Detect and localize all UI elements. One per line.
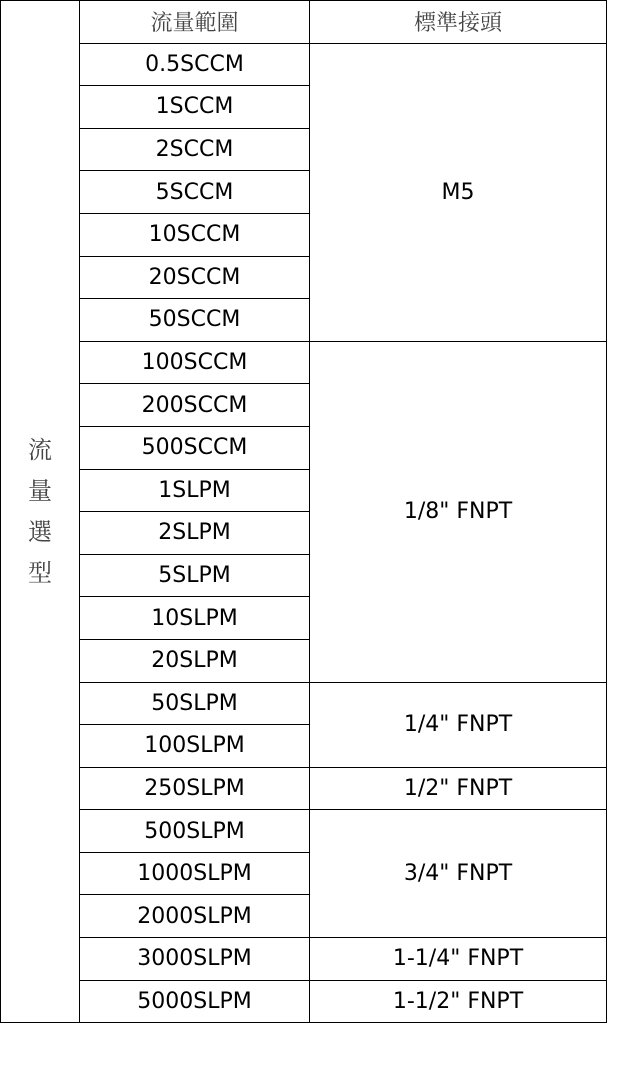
table-row — [1, 341, 607, 384]
flow-range-cell: 5SLPM — [80, 554, 310, 597]
side-label-char: 流 — [28, 435, 52, 464]
connector-cell: 1-1/2" FNPT — [310, 980, 607, 1023]
flow-range-cell: 2SLPM — [80, 512, 310, 555]
flow-range-cell: 2000SLPM — [80, 895, 310, 938]
flow-range-cell: 100SLPM — [80, 725, 310, 768]
side-label-char: 型 — [28, 558, 52, 587]
flow-range-cell: 5000SLPM — [80, 980, 310, 1023]
header-row — [1, 1, 607, 44]
flow-range-cell: 10SLPM — [80, 597, 310, 640]
flow-range-cell: 200SCCM — [80, 384, 310, 427]
table-row — [1, 810, 607, 853]
table-row — [1, 767, 607, 810]
flow-range-cell: 20SCCM — [80, 256, 310, 299]
table-row — [1, 43, 607, 86]
flow-range-cell: 250SLPM — [80, 767, 310, 810]
flow-range-cell: 3000SLPM — [80, 938, 310, 981]
flow-range-cell: 20SLPM — [80, 639, 310, 682]
table-row — [1, 938, 607, 981]
table-row — [1, 682, 607, 725]
header-flow-range: 流量範圍 — [80, 1, 310, 44]
side-label-flow-selection — [1, 1, 80, 1023]
connector-cell: 1/2" FNPT — [310, 767, 607, 810]
flow-range-cell: 0.5SCCM — [80, 43, 310, 86]
connector-cell: M5 — [310, 43, 607, 341]
flow-range-cell: 500SLPM — [80, 810, 310, 853]
flow-range-cell: 50SCCM — [80, 299, 310, 342]
flow-range-cell: 2SCCM — [80, 128, 310, 171]
header-standard-connector: 標準接頭 — [310, 1, 607, 44]
table-row — [1, 980, 607, 1023]
connector-cell: 1-1/4" FNPT — [310, 938, 607, 981]
flow-range-cell: 1SLPM — [80, 469, 310, 512]
flow-range-cell: 500SCCM — [80, 426, 310, 469]
flow-range-cell: 5SCCM — [80, 171, 310, 214]
flow-range-cell: 1SCCM — [80, 86, 310, 129]
flow-range-cell: 50SLPM — [80, 682, 310, 725]
connector-cell: 1/4" FNPT — [310, 682, 607, 767]
side-label-char: 量 — [28, 476, 52, 505]
connector-cell: 1/8" FNPT — [310, 341, 607, 682]
flow-range-cell: 100SCCM — [80, 341, 310, 384]
side-label-char: 選 — [28, 517, 52, 546]
connector-cell: 3/4" FNPT — [310, 810, 607, 938]
flow-range-cell: 10SCCM — [80, 213, 310, 256]
flow-range-cell: 1000SLPM — [80, 852, 310, 895]
